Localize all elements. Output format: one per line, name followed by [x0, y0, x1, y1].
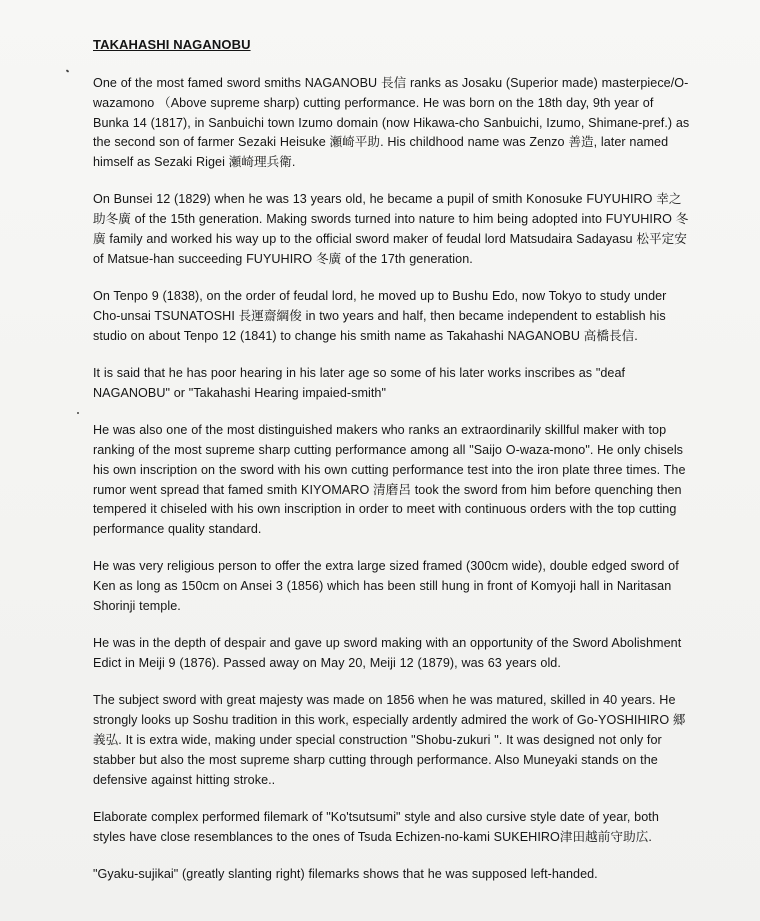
stray-mark [66, 69, 70, 72]
document-body [93, 36, 693, 902]
paragraph-subject-sword: The subject sword with great majesty was made on 1856 when he was matured, skilled in 40 years. He strongly looks up Soshu tradition in this work, especially ardently admired the work of Go-YOSHIHIRO 郷義弘. It is extra wide, making under special construction "Shobu-zukuri ". It was designed not only for stabber but also the most supreme sharp cutting through performance. Also Muneyaki stands on the defensive against hitting stroke.. [93, 693, 686, 787]
stray-mark [77, 412, 79, 414]
paragraph-hearing: It is said that he has poor hearing in his later age so some of his later works inscribes as "deaf NAGANOBU" or "Takahashi Hearing impaied-smith" [93, 366, 626, 400]
paragraph-apprenticeship: On Bunsei 12 (1829) when he was 13 years old, he became a pupil of smith Konosuke FUYUHIRO 幸之助冬廣 of the 15th generation. Making swords turned into nature to him being adopted into FUYUHIRO 冬廣 family and worked his way up to the official sword maker of feudal lord Matsudaira Sadayasu 松平定安 of Matsue-han succeeding FUYUHIRO 冬廣 of the 17th generation. [93, 192, 689, 266]
paragraph-distinguished-maker: He was also one of the most distinguished makers who ranks an extraordinarily skillful maker with top ranking of the most supreme sharp cutting performance among all "Saijo O-waza-mono". He only chisels his own inscription on the sword with his own cutting performance test into the iron plate three times. The rumor went spread that famed smith KIYOMARO 清磨呂 took the sword from him before quenching then tempered it chiseled with his own inscription in order to meet with continuous orders with the top cutting performance quality standard. [93, 423, 686, 537]
document-title: TAKAHASHI NAGANOBU [93, 37, 251, 52]
paragraph-death: He was in the depth of despair and gave up sword making with an opportunity of the Sword Abolishment Edict in Meiji 9 (1876). Passed away on May 20, Meiji 12 (1879), was 63 years old. [93, 636, 682, 671]
paragraph-intro: One of the most famed sword smiths NAGANOBU 長信 ranks as Josaku (Superior made) masterpiece/O-wazamono （Above supreme sharp) cutting performance. He was born on the 18th day, 9th year of Bunka 14 (1817), in Sanbuichi town Izumo domain (now Hikawa-cho Sanbuichi, Izumo, Shimane-pref.) as the second son of farmer Sezaki Heisuke 瀬崎平助. His childhood name was Zenzo 善造, later named himself as Sezaki Rigei 瀬崎理兵衛. [93, 76, 690, 170]
paragraph-edo-study: On Tenpo 9 (1838), on the order of feudal lord, he moved up to Bushu Edo, now Tokyo to study under Cho-unsai TSUNATOSHI 長運齋綱俊 in two years and half, then became independent to establish his studio on about Tenpo 12 (1841) to change his smith name as Takahashi NAGANOBU 高橋長信. [93, 289, 667, 343]
paragraph-filemark: Elaborate complex performed filemark of "Ko'tsutsumi" style and also cursive style date of year, both styles have close resemblances to the ones of Tsuda Echizen-no-kami SUKEHIRO津田越前守助広. [93, 809, 659, 844]
paragraph-left-handed: "Gyaku-sujikai" (greatly slanting right) filemarks shows that he was supposed left-handed. [93, 867, 598, 881]
paragraph-religious-offering: He was very religious person to offer the extra large sized framed (300cm wide), double edged sword of Ken as long as 150cm on Ansei 3 (1856) which has been still hung in front of Komyoji hall in Naritasan Shorinji temple. [93, 559, 679, 614]
